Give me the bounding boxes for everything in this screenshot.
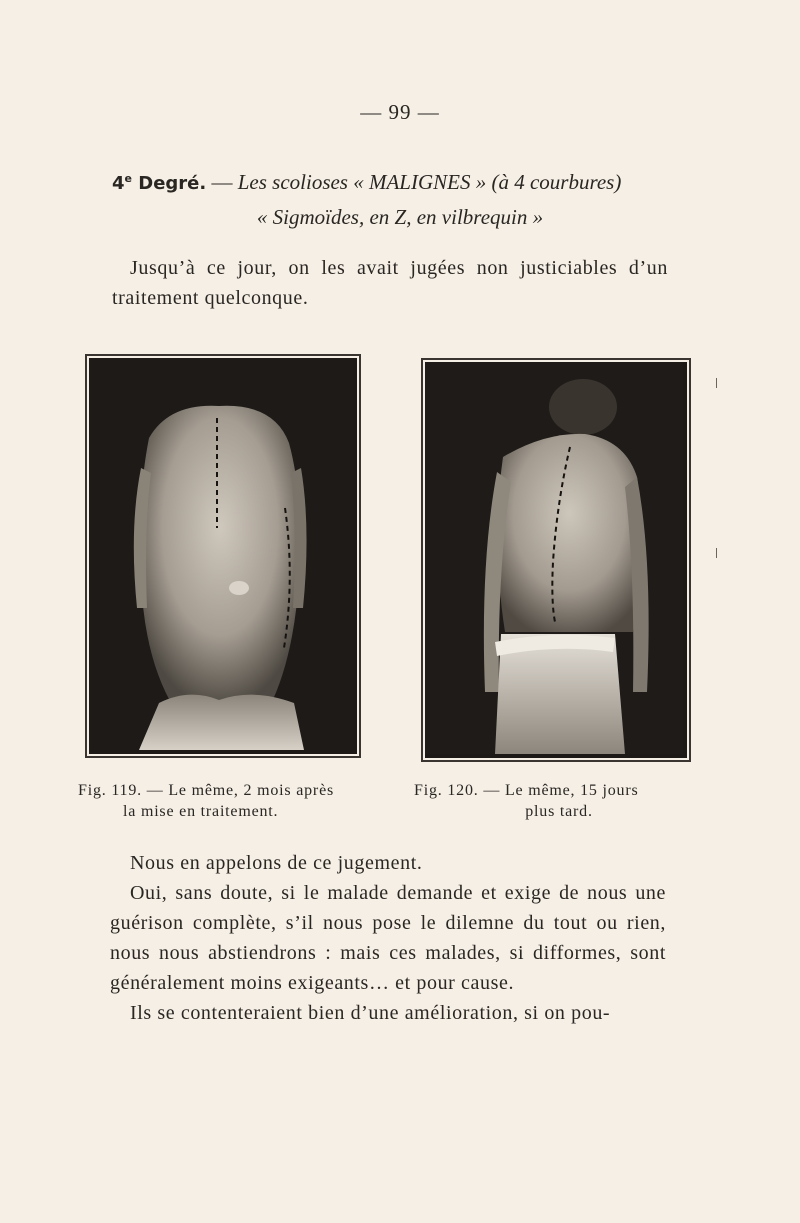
heading-title: Les scolioses « MALIGNES » (à 4 courbures): [237, 170, 622, 194]
body-paragraph: Ils se contenteraient bien d’une amélioration, si on pou-: [130, 1002, 611, 1024]
caption-line: plus tard.: [525, 803, 593, 820]
heading-dash: —: [206, 170, 238, 194]
degree-word: Degré.: [132, 173, 207, 194]
margin-mark: [716, 378, 717, 388]
caption-line: Fig. 120. — Le même, 15 jours: [414, 782, 639, 799]
degree-number: 4: [112, 173, 125, 194]
caption-line: Fig. 119. — Le même, 2 mois après: [78, 782, 334, 799]
patient-back-bent-image: [89, 358, 353, 750]
degree-superscript: e: [124, 172, 132, 185]
intro-paragraph: Jusqu’à ce jour, on les avait jugées non justiciables d’un traitement quelconque.: [112, 257, 668, 309]
body-text: [110, 848, 666, 1028]
page-number: — 99 —: [360, 100, 440, 124]
body-paragraph: Nous en appelons de ce jugement.: [130, 852, 423, 874]
body-paragraph: Oui, sans doute, si le malade demande et exige de nous une guérison complète, s’il nous pose le dilemne du tout ou rien, nous nous abstiendrons : mais ces malades, si difformes, sont généralement moins exigeants… et pour cause.: [110, 882, 666, 994]
figure-120-caption: [414, 780, 704, 822]
caption-line: la mise en traitement.: [123, 803, 279, 820]
subheading: « Sigmoïdes, en Z, en vilbrequin »: [256, 205, 544, 229]
figure-119-photo: [85, 354, 361, 758]
margin-mark: [716, 548, 717, 558]
figure-119-caption: [78, 780, 378, 822]
patient-back-standing-image: [425, 362, 683, 754]
figure-120-photo: [421, 358, 691, 762]
section-heading: [112, 170, 621, 195]
degree-label: [112, 173, 206, 194]
